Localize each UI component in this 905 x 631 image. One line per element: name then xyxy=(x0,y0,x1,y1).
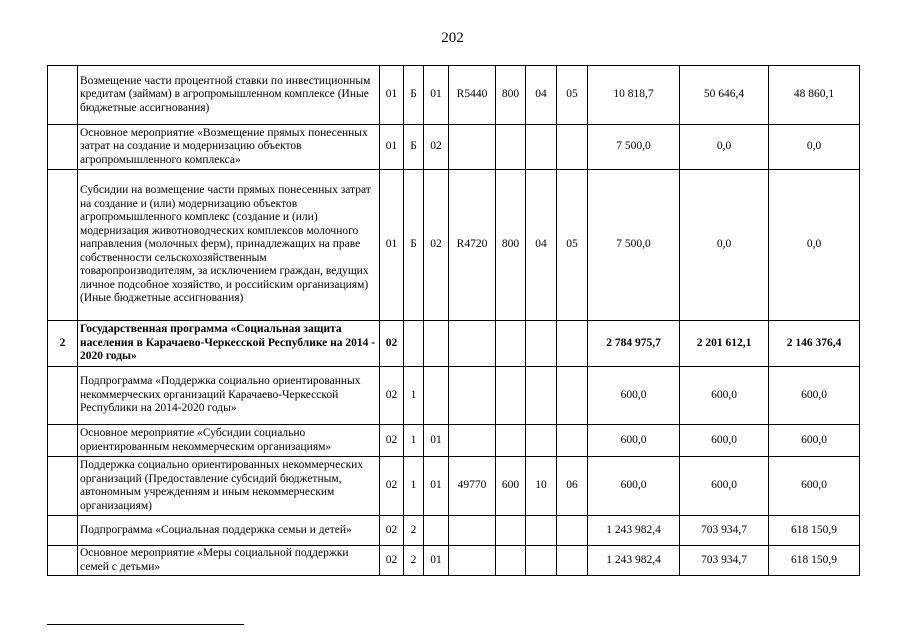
row-name: Основное мероприятие «Меры социальной поддержки семей с детьми» xyxy=(78,546,380,576)
code-subprogram: 1 xyxy=(404,367,424,425)
amount-year-3: 600,0 xyxy=(769,457,860,516)
code-direction: R4720 xyxy=(449,170,496,321)
code-program: 02 xyxy=(380,546,404,576)
code-subsection xyxy=(557,516,588,546)
code-subprogram: Б xyxy=(404,125,424,170)
amount-year-3: 600,0 xyxy=(769,367,860,425)
amount-year-3: 618 150,9 xyxy=(769,546,860,576)
code-activity: 02 xyxy=(424,125,449,170)
code-expense-type: 600 xyxy=(496,457,526,516)
row-number xyxy=(48,170,78,321)
row-name: Поддержка социально ориентированных некоммерческих организаций (Предоставление субсидий бюджетным, автономным учреждениям и иным некоммерческим организациям) xyxy=(78,457,380,516)
amount-year-1: 2 784 975,7 xyxy=(588,321,680,367)
code-program: 02 xyxy=(380,457,404,516)
row-number xyxy=(48,367,78,425)
table-row xyxy=(48,321,860,367)
page-number: 202 xyxy=(441,30,464,46)
code-subsection xyxy=(557,425,588,457)
row-name: Основное мероприятие «Возмещение прямых понесенных затрат на создание и модернизацию объектов агропромышленного комплекса» xyxy=(78,125,380,170)
code-program: 02 xyxy=(380,516,404,546)
code-subsection: 05 xyxy=(557,170,588,321)
amount-year-3: 48 860,1 xyxy=(769,66,860,125)
row-number: 2 xyxy=(48,321,78,367)
code-subsection: 06 xyxy=(557,457,588,516)
table-row xyxy=(48,425,860,457)
code-subprogram: Б xyxy=(404,66,424,125)
code-direction: 49770 xyxy=(449,457,496,516)
code-activity: 01 xyxy=(424,66,449,125)
amount-year-1: 600,0 xyxy=(588,367,680,425)
code-program: 02 xyxy=(380,367,404,425)
amount-year-3: 618 150,9 xyxy=(769,516,860,546)
table-row xyxy=(48,125,860,170)
table-row xyxy=(48,367,860,425)
code-direction xyxy=(449,425,496,457)
code-direction xyxy=(449,546,496,576)
code-program: 01 xyxy=(380,170,404,321)
amount-year-1: 1 243 982,4 xyxy=(588,546,680,576)
row-name: Возмещение части процентной ставки по инвестиционным кредитам (займам) в агропромышленном комплексе (Иные бюджетные ассигнования) xyxy=(78,66,380,125)
code-section xyxy=(526,125,557,170)
code-program: 01 xyxy=(380,125,404,170)
table-row xyxy=(48,170,860,321)
row-name: Государственная программа «Социальная защита населения в Карачаево-Черкесской Республике на 2014 - 2020 годы» xyxy=(78,321,380,367)
code-direction xyxy=(449,367,496,425)
code-expense-type xyxy=(496,367,526,425)
code-direction xyxy=(449,125,496,170)
code-subsection xyxy=(557,125,588,170)
amount-year-2: 50 646,4 xyxy=(680,66,769,125)
row-name: Подпрограмма «Поддержка социально ориентированных некоммерческих организаций Карачаево-Черкесской Республики на 2014-2020 годы» xyxy=(78,367,380,425)
code-subprogram: 2 xyxy=(404,546,424,576)
code-direction xyxy=(449,321,496,367)
code-section xyxy=(526,425,557,457)
code-activity: 01 xyxy=(424,457,449,516)
amount-year-2: 0,0 xyxy=(680,125,769,170)
amount-year-2: 2 201 612,1 xyxy=(680,321,769,367)
row-number xyxy=(48,425,78,457)
code-subsection xyxy=(557,321,588,367)
code-program: 02 xyxy=(380,321,404,367)
code-direction xyxy=(449,516,496,546)
code-subprogram: 1 xyxy=(404,425,424,457)
code-section xyxy=(526,546,557,576)
row-name: Подпрограмма «Социальная поддержка семьи и детей» xyxy=(78,516,380,546)
table-row xyxy=(48,457,860,516)
amount-year-1: 600,0 xyxy=(588,457,680,516)
code-activity xyxy=(424,321,449,367)
code-expense-type: 800 xyxy=(496,66,526,125)
amount-year-2: 600,0 xyxy=(680,367,769,425)
code-subsection xyxy=(557,546,588,576)
code-activity: 01 xyxy=(424,546,449,576)
row-number xyxy=(48,66,78,125)
footnote-divider xyxy=(47,624,244,625)
code-section: 10 xyxy=(526,457,557,516)
code-expense-type xyxy=(496,321,526,367)
code-activity xyxy=(424,367,449,425)
amount-year-3: 600,0 xyxy=(769,425,860,457)
table-body xyxy=(48,66,860,576)
amount-year-3: 0,0 xyxy=(769,125,860,170)
code-subsection: 05 xyxy=(557,66,588,125)
amount-year-1: 1 243 982,4 xyxy=(588,516,680,546)
code-section: 04 xyxy=(526,170,557,321)
code-expense-type xyxy=(496,125,526,170)
code-subprogram: Б xyxy=(404,170,424,321)
row-name: Субсидии на возмещение части прямых понесенных затрат на создание и (или) модернизацию объектов агропромышленного комплекс (создание и (или) модернизация животноводческих комплексов молочного направления (молочных ферм), принадлежащих на праве собственности сельскохозяйственным товаропроизводителям, за исключением граждан, ведущих личное подсобное хозяйство, и российским организациям) (Иные бюджетные ассигнования) xyxy=(78,170,380,321)
amount-year-2: 0,0 xyxy=(680,170,769,321)
amount-year-1: 7 500,0 xyxy=(588,170,680,321)
code-activity xyxy=(424,516,449,546)
row-number xyxy=(48,457,78,516)
amount-year-2: 600,0 xyxy=(680,457,769,516)
row-number xyxy=(48,516,78,546)
budget-table xyxy=(47,65,860,576)
code-activity: 02 xyxy=(424,170,449,321)
amount-year-2: 600,0 xyxy=(680,425,769,457)
amount-year-3: 2 146 376,4 xyxy=(769,321,860,367)
row-number xyxy=(48,125,78,170)
code-program: 02 xyxy=(380,425,404,457)
code-expense-type xyxy=(496,516,526,546)
table-row xyxy=(48,546,860,576)
row-number xyxy=(48,546,78,576)
amount-year-3: 0,0 xyxy=(769,170,860,321)
code-section xyxy=(526,367,557,425)
code-program: 01 xyxy=(380,66,404,125)
code-section: 04 xyxy=(526,66,557,125)
code-expense-type xyxy=(496,425,526,457)
code-expense-type xyxy=(496,546,526,576)
code-direction: R5440 xyxy=(449,66,496,125)
code-section xyxy=(526,516,557,546)
code-section xyxy=(526,321,557,367)
row-name: Основное мероприятие «Субсидии социально ориентированным некоммерческим организациям» xyxy=(78,425,380,457)
code-expense-type: 800 xyxy=(496,170,526,321)
amount-year-1: 600,0 xyxy=(588,425,680,457)
code-subsection xyxy=(557,367,588,425)
table-row xyxy=(48,516,860,546)
amount-year-1: 10 818,7 xyxy=(588,66,680,125)
code-subprogram xyxy=(404,321,424,367)
amount-year-1: 7 500,0 xyxy=(588,125,680,170)
amount-year-2: 703 934,7 xyxy=(680,516,769,546)
code-subprogram: 2 xyxy=(404,516,424,546)
code-activity: 01 xyxy=(424,425,449,457)
code-subprogram: 1 xyxy=(404,457,424,516)
table-row xyxy=(48,66,860,125)
amount-year-2: 703 934,7 xyxy=(680,546,769,576)
